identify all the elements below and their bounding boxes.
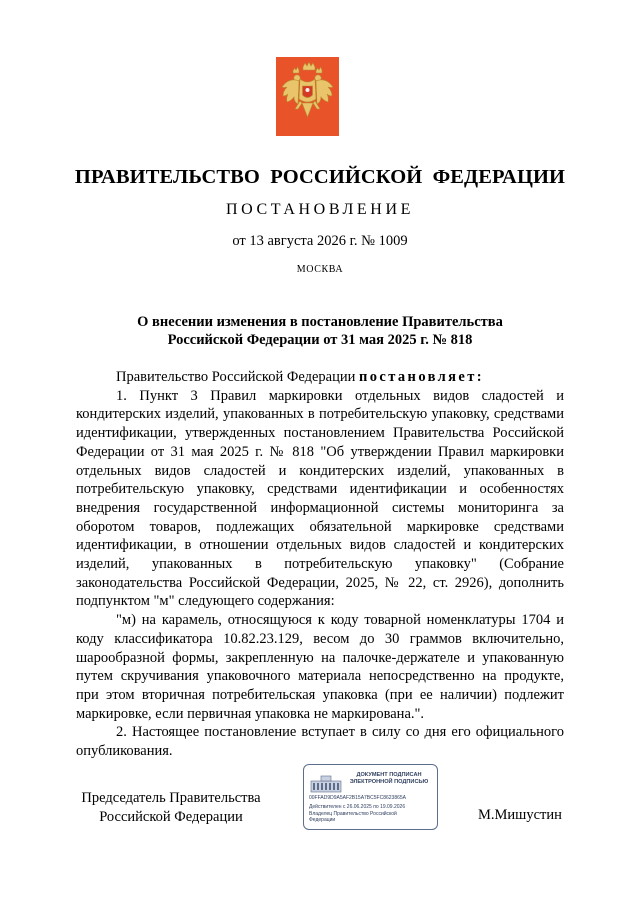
electronic-signature-stamp (303, 764, 438, 830)
document-body (76, 368, 564, 761)
subpoint-m: "м) на карамель, относящуюся к коду товарной номенклатуры 1704 и коду классификатора 10.82.23.129, весом до 30 граммов включительно, шарообразной формы, закрепленную на палочке-держателе и упакованную путем скручивания упаковочного материала непосредственно на продукте, при этом вторичная потребительская упаковка (при ее наличии) подлежит маркировке, если первичная упаковка не маркирована.". (76, 612, 564, 722)
signatory-position (66, 789, 276, 826)
stamp-validity: Действителен с 26.06.2025 по 19.09.2026 (309, 804, 406, 810)
subject-line: О внесении изменения в постановление Правительства (137, 314, 503, 330)
item-2: 2. Настоящее постановление вступает в силу со дня его официального опубликования. (76, 724, 564, 760)
preamble (76, 368, 564, 387)
stamp-title (344, 772, 434, 786)
stamp-certificate: 00FFAD9D9A5AF2B15A7BC5FC8623865A (309, 795, 407, 801)
signatory-name: М.Мишустин (478, 807, 562, 823)
item-1: 1. Пункт 3 Правил маркировки отдельных видов сладостей и кондитерских изделий, упакованных в потребительскую упаковку, средствами идентификации, утвержденных постановлением Правительства Российской Федерации от 31 мая 2025 г. № 818 "Об утверждении Правил маркировки отдельных видов сладостей и кондитерских изделий, упакованных в потребительскую упаковку, средствами идентификации и особенностях внедрения государственной информационной системы мониторинга за оборотом товаров, подлежащих обязательной маркировке средствами идентификации, в отношении отдельных видов сладостей и кондитерских изделий, упакованных в потребительскую упаковку" (Собрание законодательства Российской Федерации, 2025, № 22, ст. 2926), дополнить подпунктом "м" следующего содержания: (76, 387, 564, 610)
stamp-title-line: ДОКУМЕНТ ПОДПИСАН (356, 772, 422, 778)
position-line: Председатель Правительства (81, 790, 261, 806)
emblem (276, 57, 339, 136)
document-date-number: от 13 августа 2026 г. № 1009 (232, 233, 408, 249)
russian-coat-of-arms-icon (276, 57, 339, 136)
document-city: МОСКВА (296, 264, 344, 275)
document-type: ПОСТАНОВЛЕНИЕ (226, 201, 414, 218)
subject-line: Российской Федерации от 31 мая 2025 г. № 818 (167, 332, 473, 348)
preamble-text: Правительство Российской Федерации (116, 369, 356, 385)
document-subject (80, 313, 560, 349)
position-line: Российской Федерации (99, 808, 243, 825)
stamp-owner: Федерации (309, 817, 336, 823)
stamp-title-line: ЭЛЕКТРОННОЙ ПОДПИСЬЮ (349, 779, 429, 785)
government-title: ПРАВИТЕЛЬСТВО РОССИЙСКОЙ ФЕДЕРАЦИИ (74, 166, 566, 188)
building-icon (310, 773, 342, 793)
preamble-verb: постановляет: (358, 369, 485, 385)
stamp-owner: Владелец Правительство Российской (309, 811, 397, 817)
